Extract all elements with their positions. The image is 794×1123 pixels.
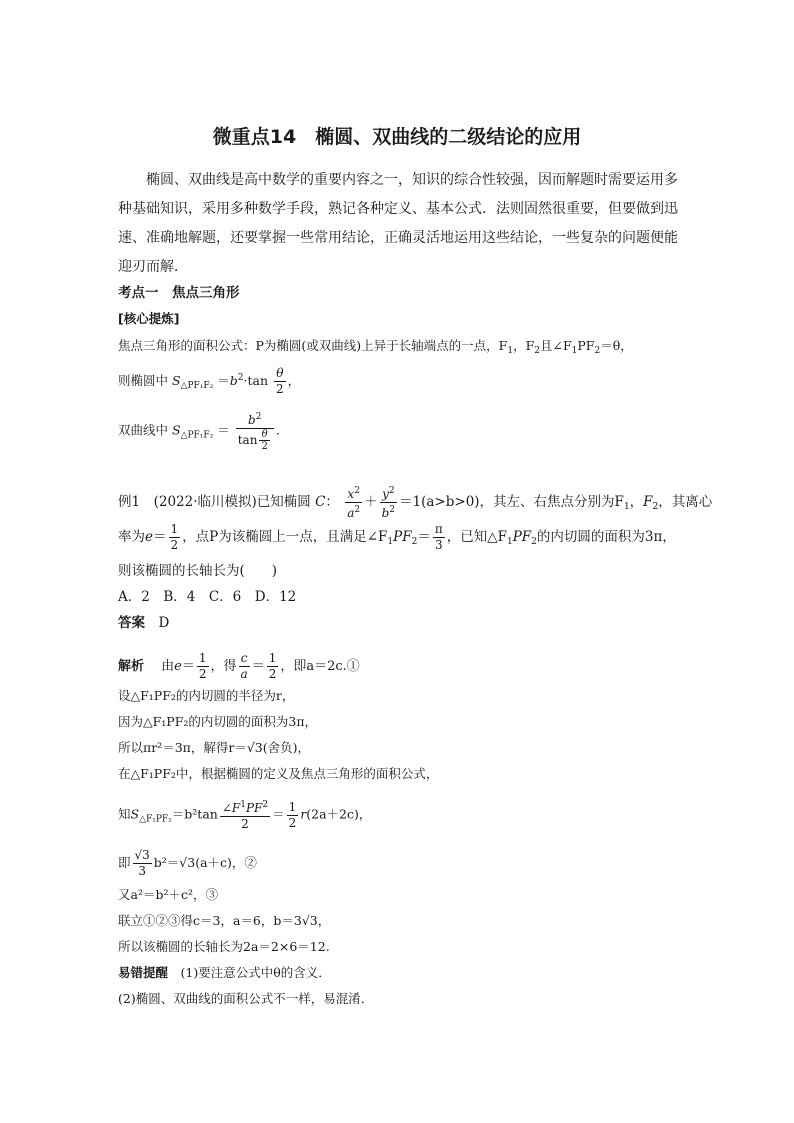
core-formula-line: 焦点三角形的面积公式：P为椭圆(或双曲线)上异于长轴端点的一点，$F_1$，$F_2$且$\angle F_1PF_2=\theta$， xyxy=(118,338,633,356)
example-line-2: 率为e＝ $\frac{1}{2}$ ，点P为该椭圆上一点，且满足$\angle F_1PF_2=$ $\frac{\pi}{3}$ ，已知$\triangle F_1PF_2$的内切圆的面积为3π， xyxy=(118,522,676,552)
hyperbola-fraction: $b^2$ tan $\frac{\theta}{2}$ xyxy=(236,410,274,452)
analysis-know: 知$S_{\triangle F_1PF_2}=b^2\tan$ $\frac{\angle F^1PF^2}{2}$ ＝ $\frac{1}{2}$ r(2a＋2c)， xyxy=(118,799,372,831)
analysis-in: 在△F₁PF₂中，根据椭圆的定义及焦点三角形的面积公式， xyxy=(118,766,439,781)
analysis-solve: 所以πr²＝3π，解得r＝√3(舍负)， xyxy=(118,740,311,755)
analysis-area: 因为△F₁PF₂的内切圆的面积为3π， xyxy=(118,714,318,729)
answer-line: 答案 D xyxy=(118,615,170,631)
example-line-1: 例1 (2022·临川模拟)已知椭圆 C： $\frac{x^2}{a^2}$ ＋ $\frac{y^2}{b^2}$ ＝1(a>b>0)，其左、右焦点分别为$F_1$，$F_2$，其离心 xyxy=(118,486,713,520)
hyperbola-area-formula: 双曲线中 $S_{\triangle PF_1F_2}$ ＝ $b^2$ tan $\frac{\theta}{2}$ . xyxy=(118,412,280,452)
analysis-line-1: 解析 由e＝ $\frac{1}{2}$ ，得 $\frac{c}{a}$ ＝ $\frac{1}{2}$ ，即a＝2c.① xyxy=(118,651,360,681)
analysis-final: 所以该椭圆的长轴长为2a＝2×6＝12. xyxy=(118,939,330,954)
ellipse-area-formula: 则椭圆中 $S_{\triangle PF_1F_2} =b^2\cdot\tan$ $\frac{\theta}{2}$ ， xyxy=(118,366,301,396)
analysis-incircle: 设△F₁PF₂的内切圆的半径为r， xyxy=(118,688,295,703)
analysis-you: 又a²＝b²＋c²，③ xyxy=(118,887,218,902)
analysis-ji: 即 $\frac{√3}{3}$ b²＝√3(a＋c)，② xyxy=(118,848,257,878)
example-line-3: 则该椭圆的长轴长为( ) xyxy=(118,563,278,579)
core-tag: [核心提炼] xyxy=(118,311,180,326)
section-heading: 考点一 焦点三角形 xyxy=(118,285,240,301)
mistake-line-1: 易错提醒 (1)要注意公式中θ的含义． xyxy=(118,965,331,980)
mistake-line-2: (2)椭圆、双曲线的面积公式不一样，易混淆． xyxy=(118,991,374,1006)
page-title: 微重点14 椭圆、双曲线的二级结论的应用 xyxy=(212,126,582,148)
theta-half-fraction: $\frac{\theta}{2}$ xyxy=(275,366,284,396)
intro-paragraph: 椭圆、双曲线是高中数学的重要内容之一，知识的综合性较强，因而解题时需要运用多种基础知识，采用多种数学手段，熟记各种定义、基本公式．法则固然很重要，但要做到迅速、准确地解题，还要掌握一些常用结论，正确灵活地运用这些结论，一些复杂的问题便能迎刃而解． xyxy=(118,172,678,275)
analysis-lian: 联立①②③得c＝3，a＝6，b＝3√3， xyxy=(118,913,331,928)
options: A．2 B．4 C．6 D．12 xyxy=(118,589,297,605)
